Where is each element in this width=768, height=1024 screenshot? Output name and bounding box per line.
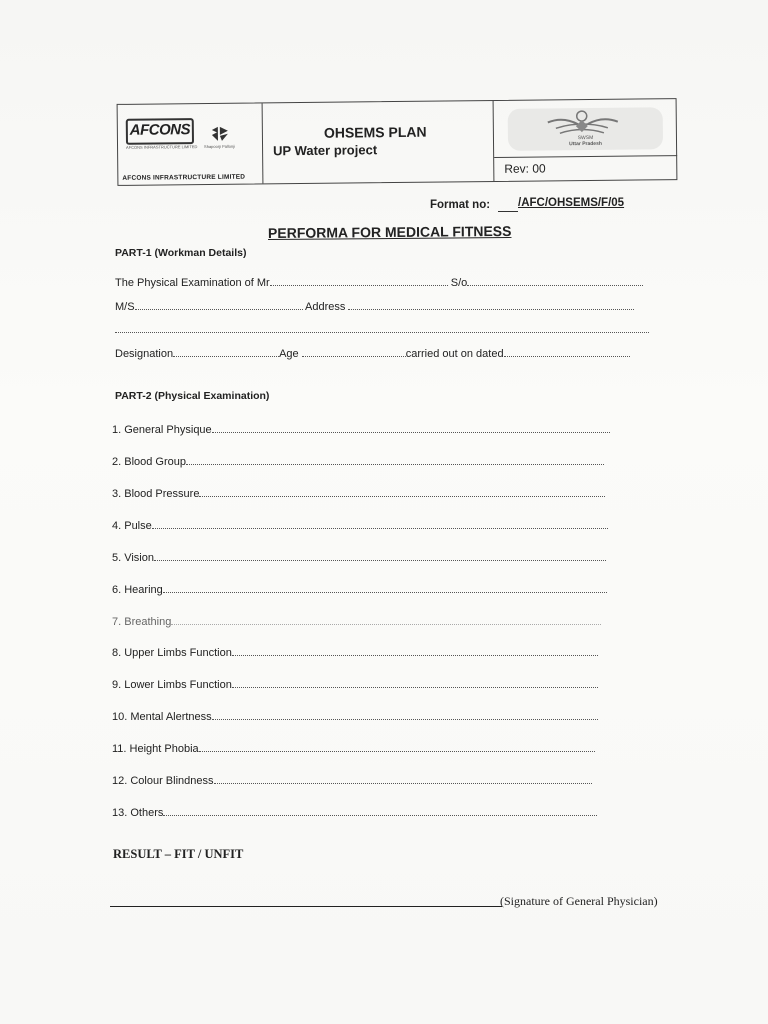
ms-row [115, 300, 634, 313]
exam-item [112, 806, 597, 819]
swsm-logo-text: SWSM [577, 134, 594, 142]
exam-item [112, 519, 608, 532]
exam-item-label: 7. Breathing [112, 616, 172, 628]
result-label: RESULT – FIT / UNFIT [113, 847, 244, 861]
address-field[interactable] [348, 300, 634, 310]
plan-subtitle: UP Water project [273, 142, 378, 159]
exam-item-field[interactable] [214, 774, 592, 784]
afcons-logo: AFCONS [126, 118, 194, 145]
exam-item [112, 678, 598, 691]
header-table [117, 98, 678, 186]
exam-item-label: 2. Blood Group [112, 456, 186, 468]
exam-item-field[interactable] [199, 487, 605, 497]
ms-field[interactable] [135, 300, 303, 310]
afcons-logo-subtext: AFCONS INFRASTRUCTURE LIMITED [126, 144, 198, 150]
exam-item-label: 5. Vision [112, 552, 154, 564]
part1-heading: PART-1 (Workman Details) [115, 247, 247, 259]
designation-label: Designation [115, 348, 174, 360]
carried-label: carried out on dated [405, 348, 504, 360]
exam-item-field[interactable] [171, 615, 601, 625]
designation-field[interactable] [173, 347, 279, 357]
client-cell [493, 99, 678, 181]
format-label: Format no: [430, 199, 491, 211]
exam-item-field[interactable] [199, 742, 595, 752]
exam-item [112, 423, 610, 436]
part2-heading: PART-2 (Physical Examination) [115, 390, 270, 402]
so-label: S/o [450, 277, 468, 289]
date-field[interactable] [504, 347, 630, 357]
exam-item [112, 742, 595, 755]
company-cell [118, 103, 264, 185]
exam-item-field[interactable] [154, 551, 606, 561]
exam-item-label: 6. Hearing [112, 584, 163, 596]
exam-item [112, 615, 601, 628]
exam-item-label: 11. Height Phobia [112, 743, 199, 755]
exam-item-label: 12. Colour Blindness [112, 775, 214, 787]
format-underline [498, 211, 518, 212]
exam-item-label: 4. Pulse [112, 520, 152, 532]
age-field[interactable] [302, 347, 406, 357]
designation-row [115, 347, 630, 360]
exam-item-field[interactable] [186, 455, 604, 465]
exam-item-field[interactable] [232, 646, 598, 656]
exam-item-label: 8. Upper Limbs Function [112, 647, 232, 659]
revision-label: Rev: 00 [494, 155, 677, 181]
exam-item-field[interactable] [232, 678, 598, 688]
swsm-logo-region: Uttar Pradesh [569, 140, 602, 148]
document-title: PERFORMA FOR MEDICAL FITNESS [267, 222, 512, 242]
company-name: AFCONS INFRASTRUCTURE LIMITED [122, 173, 246, 182]
swsm-logo [508, 107, 663, 151]
signature-label: (Signature of General Physician) [500, 894, 658, 908]
ms-label: M/S [115, 301, 135, 313]
age-label: Age [279, 348, 299, 360]
exam-item [112, 551, 606, 564]
signature-line[interactable] [110, 906, 502, 907]
exam-item [112, 455, 604, 468]
exam-item-label: 1. General Physique [112, 424, 212, 436]
exam-item [112, 487, 605, 500]
exam-item-field[interactable] [212, 710, 598, 720]
exam-item-field[interactable] [163, 806, 597, 816]
name-field[interactable] [270, 276, 448, 286]
plan-title: OHSEMS PLAN [323, 123, 427, 141]
exam-of-row [115, 276, 643, 289]
shapoorji-logo-subtext: Shapoorji Pallonji [204, 143, 235, 150]
exam-item-field[interactable] [212, 423, 610, 433]
address-label: Address [305, 301, 346, 313]
exam-item-label: 3. Blood Pressure [112, 488, 200, 500]
exam-item-label: 10. Mental Alertness [112, 711, 212, 723]
exam-item-field[interactable] [152, 519, 608, 529]
exam-item-label: 13. Others [112, 807, 164, 819]
exam-of-label: The Physical Examination of Mr [115, 277, 270, 289]
shapoorji-logo-icon [210, 126, 230, 142]
exam-item-field[interactable] [163, 583, 607, 593]
exam-item-label: 9. Lower Limbs Function [112, 679, 232, 691]
format-number: /AFC/OHSEMS/F/05 [518, 197, 625, 209]
father-name-field[interactable] [467, 276, 643, 286]
address-field-line2[interactable] [115, 323, 649, 333]
address-continuation-row [115, 323, 649, 336]
exam-item [112, 774, 592, 787]
exam-item [112, 710, 598, 723]
exam-item [112, 583, 607, 596]
exam-item [112, 646, 598, 659]
